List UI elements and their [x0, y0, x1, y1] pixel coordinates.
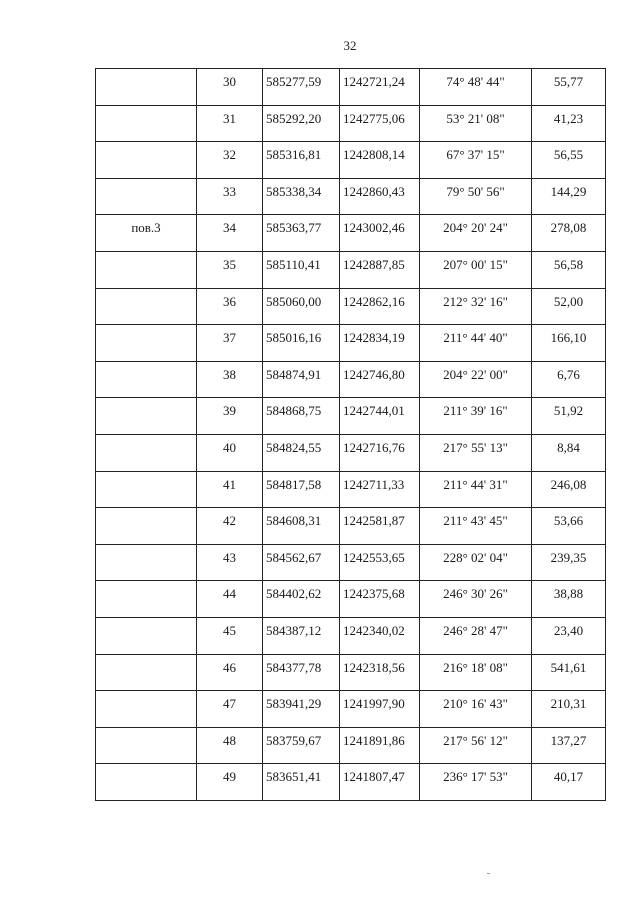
segment-length-cell: 8,84 [532, 434, 606, 471]
point-number-cell: 41 [197, 471, 263, 508]
point-number-cell: 33 [197, 178, 263, 215]
segment-length-cell: 56,58 [532, 251, 606, 288]
point-label-cell [96, 727, 197, 764]
point-label-cell [96, 178, 197, 215]
point-number-cell: 38 [197, 361, 263, 398]
direction-angle-cell: 204° 22' 00" [420, 361, 532, 398]
table-row [96, 691, 606, 728]
segment-length-cell: 53,66 [532, 508, 606, 545]
y-coordinate-cell: 1242581,87 [340, 508, 420, 545]
point-label-cell [96, 654, 197, 691]
x-coordinate-cell: 584817,58 [263, 471, 340, 508]
point-label-cell [96, 105, 197, 142]
y-coordinate-cell: 1242553,65 [340, 544, 420, 581]
x-coordinate-cell: 585060,00 [263, 288, 340, 325]
x-coordinate-cell: 584874,91 [263, 361, 340, 398]
segment-length-cell: 52,00 [532, 288, 606, 325]
point-label-cell [96, 508, 197, 545]
table-body [96, 69, 606, 801]
y-coordinate-cell: 1242834,19 [340, 325, 420, 362]
point-number-cell: 36 [197, 288, 263, 325]
x-coordinate-cell: 584608,31 [263, 508, 340, 545]
coordinates-table [95, 68, 606, 801]
direction-angle-cell: 212° 32' 16" [420, 288, 532, 325]
x-coordinate-cell: 585292,20 [263, 105, 340, 142]
x-coordinate-cell: 583941,29 [263, 691, 340, 728]
segment-length-cell: 278,08 [532, 215, 606, 252]
direction-angle-cell: 210° 16' 43" [420, 691, 532, 728]
segment-length-cell: 38,88 [532, 581, 606, 618]
point-label-cell [96, 69, 197, 106]
point-label-cell [96, 471, 197, 508]
table-row [96, 544, 606, 581]
direction-angle-cell: 204° 20' 24" [420, 215, 532, 252]
y-coordinate-cell: 1242746,80 [340, 361, 420, 398]
point-label-cell [96, 544, 197, 581]
direction-angle-cell: 246° 28' 47" [420, 617, 532, 654]
point-label-cell [96, 325, 197, 362]
segment-length-cell: 40,17 [532, 764, 606, 801]
direction-angle-cell: 79° 50' 56" [420, 178, 532, 215]
point-number-cell: 34 [197, 215, 263, 252]
table-row [96, 105, 606, 142]
table-row [96, 215, 606, 252]
table-row [96, 361, 606, 398]
direction-angle-cell: 211° 44' 40" [420, 325, 532, 362]
y-coordinate-cell: 1242721,24 [340, 69, 420, 106]
table-row [96, 325, 606, 362]
x-coordinate-cell: 584562,67 [263, 544, 340, 581]
x-coordinate-cell: 585363,77 [263, 215, 340, 252]
point-number-cell: 31 [197, 105, 263, 142]
table-row [96, 398, 606, 435]
y-coordinate-cell: 1241807,47 [340, 764, 420, 801]
point-number-cell: 46 [197, 654, 263, 691]
segment-length-cell: 246,08 [532, 471, 606, 508]
table-row [96, 471, 606, 508]
x-coordinate-cell: 585338,34 [263, 178, 340, 215]
table-row [96, 251, 606, 288]
segment-length-cell: 51,92 [532, 398, 606, 435]
direction-angle-cell: 217° 55' 13" [420, 434, 532, 471]
table-row [96, 69, 606, 106]
segment-length-cell: 137,27 [532, 727, 606, 764]
y-coordinate-cell: 1242744,01 [340, 398, 420, 435]
y-coordinate-cell: 1242340,02 [340, 617, 420, 654]
segment-length-cell: 166,10 [532, 325, 606, 362]
table-row [96, 142, 606, 179]
point-label-cell [96, 251, 197, 288]
direction-angle-cell: 217° 56' 12" [420, 727, 532, 764]
segment-length-cell: 210,31 [532, 691, 606, 728]
point-number-cell: 44 [197, 581, 263, 618]
x-coordinate-cell: 584377,78 [263, 654, 340, 691]
x-coordinate-cell: 584868,75 [263, 398, 340, 435]
x-coordinate-cell: 585277,59 [263, 69, 340, 106]
point-label-cell [96, 288, 197, 325]
table-row [96, 508, 606, 545]
table-row [96, 178, 606, 215]
segment-length-cell: 23,40 [532, 617, 606, 654]
x-coordinate-cell: 584387,12 [263, 617, 340, 654]
table-row [96, 581, 606, 618]
x-coordinate-cell: 585316,81 [263, 142, 340, 179]
point-number-cell: 37 [197, 325, 263, 362]
y-coordinate-cell: 1242716,76 [340, 434, 420, 471]
point-number-cell: 43 [197, 544, 263, 581]
x-coordinate-cell: 583759,67 [263, 727, 340, 764]
table-row [96, 617, 606, 654]
direction-angle-cell: 207° 00' 15" [420, 251, 532, 288]
point-number-cell: 40 [197, 434, 263, 471]
y-coordinate-cell: 1242711,33 [340, 471, 420, 508]
direction-angle-cell: 236° 17' 53" [420, 764, 532, 801]
table-row [96, 654, 606, 691]
x-coordinate-cell: 584824,55 [263, 434, 340, 471]
point-label-cell [96, 764, 197, 801]
x-coordinate-cell: 583651,41 [263, 764, 340, 801]
table-row [96, 288, 606, 325]
direction-angle-cell: 67° 37' 15" [420, 142, 532, 179]
table-row [96, 727, 606, 764]
point-number-cell: 32 [197, 142, 263, 179]
y-coordinate-cell: 1242808,14 [340, 142, 420, 179]
point-label-cell [96, 142, 197, 179]
direction-angle-cell: 228° 02' 04" [420, 544, 532, 581]
point-label-cell [96, 617, 197, 654]
point-number-cell: 49 [197, 764, 263, 801]
segment-length-cell: 144,29 [532, 178, 606, 215]
direction-angle-cell: 53° 21' 08" [420, 105, 532, 142]
page-number: 32 [343, 38, 357, 53]
direction-angle-cell: 211° 44' 31" [420, 471, 532, 508]
y-coordinate-cell: 1242318,56 [340, 654, 420, 691]
direction-angle-cell: 246° 30' 26" [420, 581, 532, 618]
direction-angle-cell: 211° 39' 16" [420, 398, 532, 435]
x-coordinate-cell: 584402,62 [263, 581, 340, 618]
direction-angle-cell: 216° 18' 08" [420, 654, 532, 691]
y-coordinate-cell: 1242775,06 [340, 105, 420, 142]
point-number-cell: 30 [197, 69, 263, 106]
segment-length-cell: 55,77 [532, 69, 606, 106]
y-coordinate-cell: 1242860,43 [340, 178, 420, 215]
point-number-cell: 35 [197, 251, 263, 288]
point-number-cell: 45 [197, 617, 263, 654]
table-row [96, 764, 606, 801]
y-coordinate-cell: 1242375,68 [340, 581, 420, 618]
table-row [96, 434, 606, 471]
point-label-cell [96, 434, 197, 471]
point-number-cell: 47 [197, 691, 263, 728]
segment-length-cell: 41,23 [532, 105, 606, 142]
y-coordinate-cell: 1242862,16 [340, 288, 420, 325]
direction-angle-cell: 211° 43' 45" [420, 508, 532, 545]
segment-length-cell: 541,61 [532, 654, 606, 691]
point-number-cell: 42 [197, 508, 263, 545]
scan-mark [487, 873, 490, 874]
direction-angle-cell: 74° 48' 44" [420, 69, 532, 106]
point-label-cell [96, 398, 197, 435]
y-coordinate-cell: 1241891,86 [340, 727, 420, 764]
point-number-cell: 39 [197, 398, 263, 435]
point-label-cell [96, 361, 197, 398]
y-coordinate-cell: 1242887,85 [340, 251, 420, 288]
point-label-cell: пов.3 [96, 215, 197, 252]
segment-length-cell: 6,76 [532, 361, 606, 398]
segment-length-cell: 239,35 [532, 544, 606, 581]
x-coordinate-cell: 585110,41 [263, 251, 340, 288]
y-coordinate-cell: 1243002,46 [340, 215, 420, 252]
x-coordinate-cell: 585016,16 [263, 325, 340, 362]
point-label-cell [96, 691, 197, 728]
point-number-cell: 48 [197, 727, 263, 764]
y-coordinate-cell: 1241997,90 [340, 691, 420, 728]
point-label-cell [96, 581, 197, 618]
segment-length-cell: 56,55 [532, 142, 606, 179]
